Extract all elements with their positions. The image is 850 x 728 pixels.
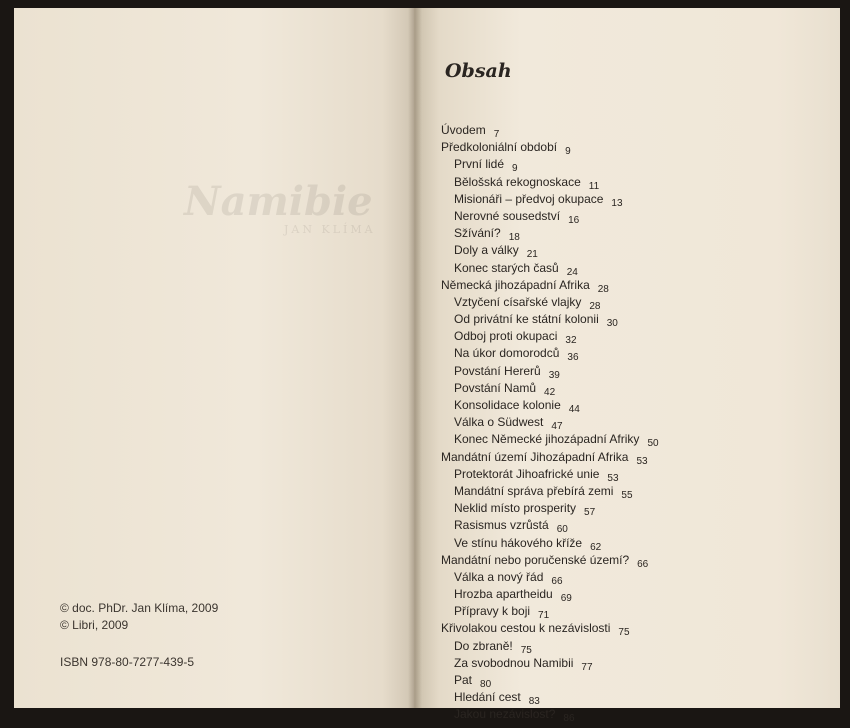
toc-page-number: 32 (565, 335, 577, 347)
toc-entry-label: Mandátní území Jihozápadní Afrika (441, 449, 629, 464)
toc-entry-label: Ve stínu hákového kříže (454, 535, 583, 550)
toc-page-number: 47 (551, 421, 563, 433)
toc-subentry (441, 345, 659, 362)
toc-subentry (441, 242, 659, 259)
copyright-author: © doc. PhDr. Jan Klíma, 2009 (60, 601, 219, 615)
toc-entry-label: Konec Německé jihozápadní Afriky (454, 432, 640, 447)
toc-page-number: 75 (520, 644, 532, 656)
toc-page-number: 75 (618, 627, 630, 639)
toc-page-number: 57 (584, 507, 596, 519)
toc-entry-label: Válka o Südwest (454, 415, 544, 430)
toc-page-number: 66 (637, 558, 649, 570)
toc-subentry (441, 208, 659, 225)
copyright-block (60, 600, 218, 671)
toc-page-number: 50 (647, 438, 659, 450)
toc-entry-label: Hrozba apartheidu (454, 587, 553, 602)
toc-subentry (441, 156, 659, 173)
toc-page-number: 18 (508, 232, 520, 244)
toc-page-number: 7 (493, 129, 500, 140)
isbn: ISBN 978-80-7277-439-5 (60, 655, 195, 669)
toc-entry-label: Protektorát Jihoafrické unie (454, 466, 600, 481)
toc-page-number: 86 (563, 713, 575, 725)
toc-page-number: 77 (581, 661, 593, 673)
toc-page-number: 62 (590, 541, 602, 553)
toc-page-number: 66 (551, 575, 563, 587)
toc-subentry (441, 225, 659, 242)
toc-subentry (441, 294, 659, 311)
toc-entry-label: Za svobodnou Namibii (454, 655, 574, 670)
toc-entry-label: Německá jihozápadní Afrika (441, 277, 590, 292)
toc-entry-label: Nerovné sousedství (454, 208, 561, 223)
toc-entry-label: Misionáři – předvoj okupace (454, 191, 604, 206)
toc-entry-label: Na úkor domorodců (454, 346, 560, 361)
toc-page-number: 16 (568, 214, 580, 226)
toc-entry-label: Sžívání? (454, 226, 501, 241)
toc-entry-label: Do zbraně! (454, 638, 513, 653)
toc-title: Obsah (445, 60, 512, 82)
toc-subentry (441, 431, 659, 448)
toc-subentry (441, 569, 659, 586)
toc-entry-label: Doly a války (454, 243, 519, 258)
toc-entry-label: První lidé (454, 157, 505, 172)
book-gutter (408, 8, 422, 708)
toc-page-number: 30 (606, 318, 618, 330)
toc-subentry (441, 191, 659, 208)
toc-subentry (441, 466, 659, 483)
toc-subentry (441, 603, 659, 620)
toc-chapter (441, 552, 659, 569)
copyright-publisher: © Libri, 2009 (60, 618, 129, 632)
toc-entry-label: Křivolakou cestou k nezávislosti (441, 621, 611, 636)
toc-page-number: 13 (611, 197, 623, 209)
toc-subentry (441, 535, 659, 552)
toc-subentry (441, 174, 659, 191)
toc-chapter (441, 449, 659, 466)
toc-entry-label: Mandátní správa přebírá zemi (454, 483, 614, 498)
toc-subentry (441, 260, 659, 277)
toc-entry-label: Vztyčení císařské vlajky (454, 294, 582, 309)
toc-page-number: 9 (565, 146, 571, 158)
show-through-title: Namibie (184, 178, 373, 225)
toc-page-number: 28 (589, 300, 601, 312)
toc-page-number: 60 (556, 524, 568, 536)
toc-entry-label: Rasismus vzrůstá (454, 518, 549, 533)
show-through-subtitle: JAN KLÍMA (284, 223, 376, 236)
toc-page-number: 80 (480, 679, 492, 690)
toc-page-number: 44 (568, 404, 580, 415)
toc-chapter (441, 620, 659, 637)
toc-subentry (441, 517, 659, 534)
toc-page-number: 9 (512, 163, 518, 175)
toc-chapter (441, 122, 659, 139)
table-of-contents (441, 122, 659, 724)
toc-entry-label: Od privátní ke státní kolonii (454, 312, 599, 327)
toc-page-number: 53 (636, 455, 648, 467)
toc-chapter (441, 139, 659, 156)
toc-entry-label: Válka a nový řád (454, 569, 544, 584)
toc-page-number: 21 (526, 249, 538, 261)
toc-subentry (441, 363, 659, 380)
toc-entry-label: Pat (454, 673, 473, 687)
toc-entry-label: Hledání cest (454, 690, 521, 705)
toc-page-number: 39 (548, 369, 560, 381)
toc-entry-label: Bělošská rekognoskace (454, 174, 581, 189)
toc-entry-label: Mandátní nebo poručenské území? (441, 552, 630, 567)
toc-entry-label: Úvodem (441, 123, 486, 137)
toc-entry-label: Neklid místo prosperity (454, 501, 577, 516)
toc-page-number: 69 (560, 593, 572, 605)
toc-entry-label: Jakou nezávislost? (454, 707, 556, 722)
toc-subentry (441, 311, 659, 328)
toc-page-number: 36 (567, 352, 579, 364)
toc-entry-label: Konsolidace kolonie (454, 398, 561, 412)
toc-subentry (441, 689, 659, 706)
toc-subentry (441, 672, 659, 689)
toc-subentry (441, 706, 659, 723)
toc-entry-label: Povstání Namů (454, 380, 537, 395)
toc-subentry (441, 483, 659, 500)
toc-entry-label: Konec starých časů (454, 260, 559, 275)
toc-page-number: 83 (528, 696, 540, 708)
toc-page-number: 24 (566, 266, 578, 278)
toc-entry-label: Odboj proti okupaci (454, 329, 558, 344)
toc-chapter (441, 277, 659, 294)
toc-subentry (441, 655, 659, 672)
toc-page-number: 42 (544, 386, 556, 398)
toc-subentry (441, 586, 659, 603)
toc-page-number: 11 (588, 180, 600, 192)
toc-page-number: 71 (538, 610, 550, 622)
toc-entry-label: Povstání Hererů (454, 363, 541, 378)
toc-entry-label: Předkoloniální období (441, 140, 558, 155)
toc-subentry (441, 414, 659, 431)
toc-entry-label: Přípravy k boji (454, 604, 531, 619)
toc-page-number: 28 (597, 283, 609, 295)
toc-page-number: 55 (621, 489, 633, 501)
toc-page-number: 53 (607, 472, 619, 484)
toc-subentry (441, 328, 659, 345)
